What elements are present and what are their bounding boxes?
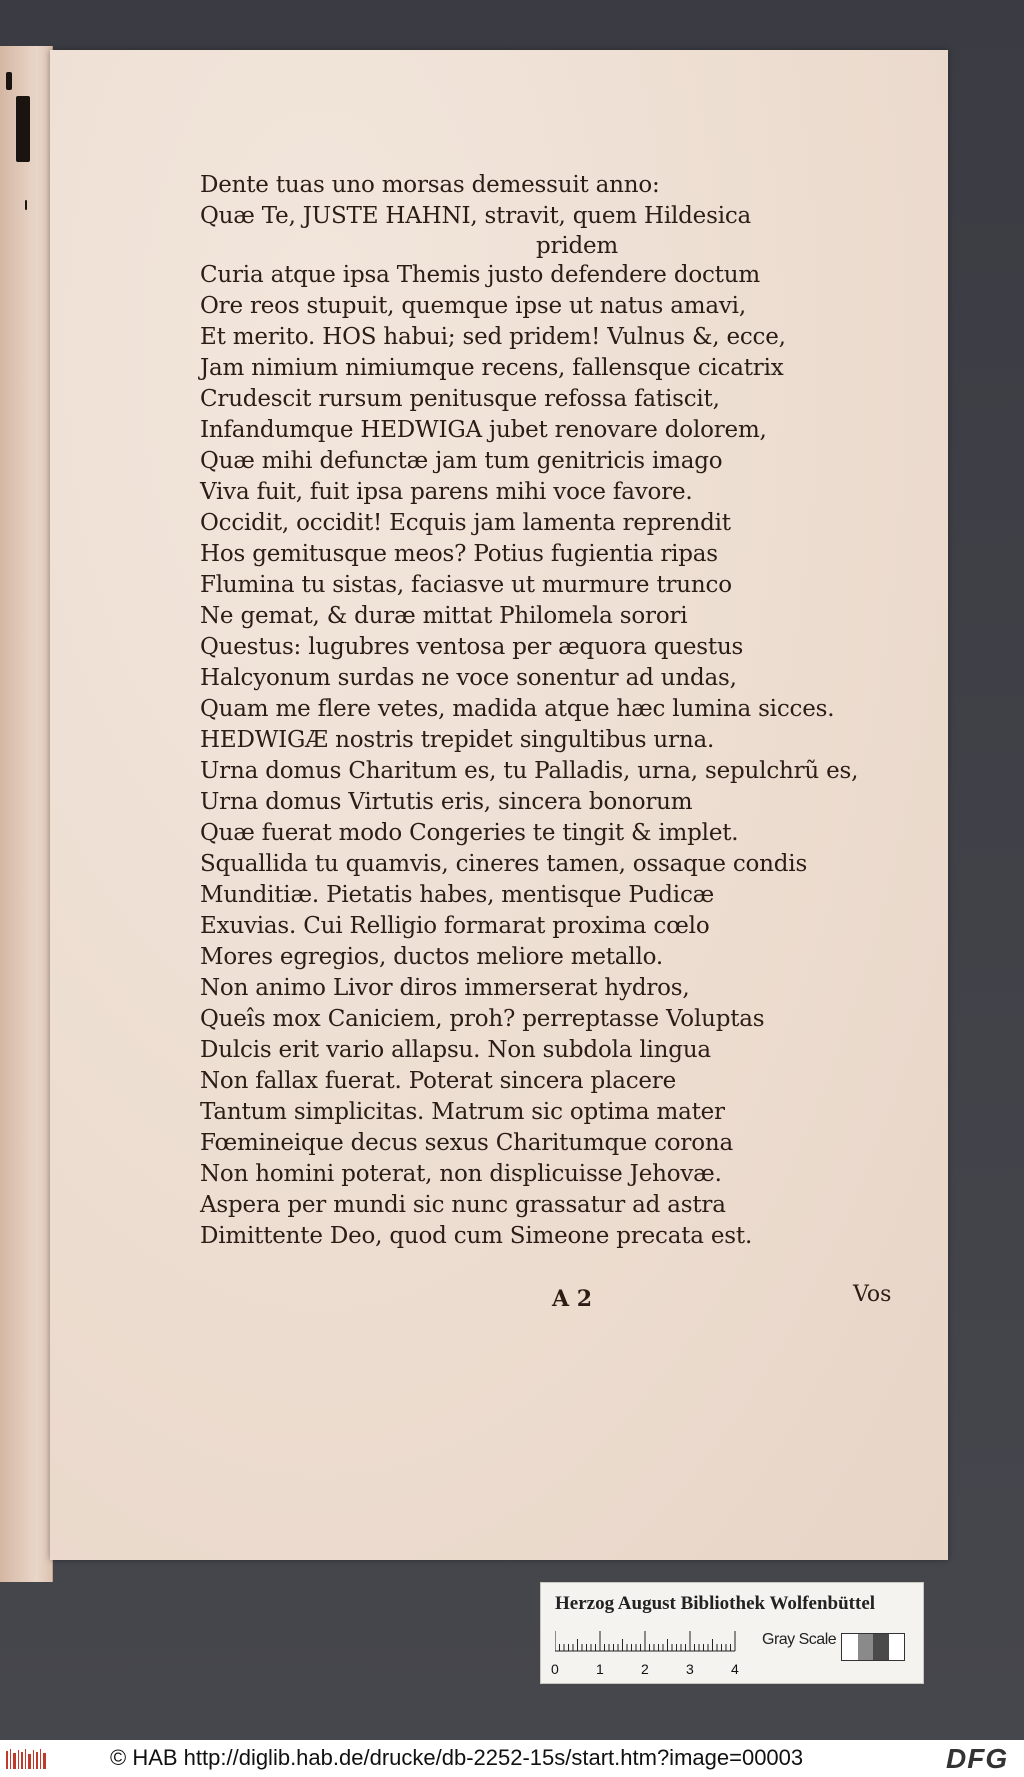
barcode-icon: [6, 1747, 48, 1771]
ruler-number: 2: [641, 1661, 649, 1677]
ruler-number: 3: [686, 1661, 694, 1677]
poem-line: Hos gemitusque meos? Potius fugientia ripas: [200, 541, 718, 567]
poem-line: Jam nimium nimiumque recens, fallensque cicatrix: [200, 355, 784, 381]
ruler-number: 4: [731, 1661, 739, 1677]
poem-line: Fœmineique decus sexus Charitumque corona: [200, 1130, 733, 1156]
grayscale-swatch: [873, 1634, 889, 1660]
poem-line: Crudescit rursum penitusque refossa fatiscit,: [200, 386, 720, 412]
poem-line: Dulcis erit vario allapsu. Non subdola lingua: [200, 1037, 711, 1063]
source-link[interactable]: © HAB http://diglib.hab.de/drucke/db-2252-15s/start.htm?image=00003: [110, 1745, 804, 1770]
poem-line: Mores egregios, ductos meliore metallo.: [200, 944, 663, 970]
poem-line: Viva fuit, fuit ipsa parens mihi voce favore.: [200, 479, 693, 505]
poem-line: Squallida tu quamvis, cineres tamen, ossaque condis: [200, 851, 808, 877]
poem-line: Halcyonum surdas ne voce sonentur ad undas,: [200, 665, 737, 691]
poem-line: HEDWIGÆ nostris trepidet singultibus urna.: [200, 727, 715, 753]
poem-line: Quam me flere vetes, madida atque hæc lumina sicces.: [200, 696, 835, 722]
poem-line: Non fallax fuerat. Poterat sincera placere: [200, 1068, 677, 1094]
library-color-card: [540, 1582, 924, 1684]
grayscale-swatch: [858, 1634, 874, 1660]
poem-line: Infandumque HEDWIGA jubet renovare dolorem,: [200, 417, 767, 443]
poem-line: Ore reos stupuit, quemque ipse ut natus amavi,: [200, 293, 746, 319]
poem-line: Munditiæ. Pietatis habes, mentisque Pudicæ: [200, 882, 715, 908]
poem-text: [200, 170, 859, 1252]
poem-line: Quæ mihi defunctæ jam tum genitricis imago: [200, 448, 723, 474]
poem-line: Tantum simplicitas. Matrum sic optima mater: [200, 1099, 725, 1125]
ruler-number: 1: [596, 1661, 604, 1677]
grayscale-label: Gray Scale: [762, 1631, 837, 1648]
poem-line: Non animo Livor diros immerserat hydros,: [200, 975, 690, 1001]
poem-line: Occidit, occidit! Ecquis jam lamenta reprendit: [200, 510, 731, 536]
library-name: Herzog August Bibliothek Wolfenbüttel: [555, 1593, 876, 1614]
poem-line: Dimittente Deo, quod cum Simeone precata est.: [200, 1223, 753, 1249]
poem-line: Exuvias. Cui Relligio formarat proxima cœlo: [200, 913, 710, 939]
poem-line: Questus: lugubres ventosa per æquora questus: [200, 634, 744, 660]
facing-page-edge: [0, 46, 53, 1582]
poem-line: pridem: [536, 233, 619, 259]
grayscale-swatch: [842, 1634, 858, 1660]
ruler-number: 0: [551, 1661, 559, 1677]
poem-line: Aspera per mundi sic nunc grassatur ad astra: [200, 1192, 726, 1218]
grayscale-swatch: [889, 1634, 905, 1660]
poem-line: Queîs mox Caniciem, proh? perreptasse Voluptas: [200, 1006, 765, 1032]
dfg-logo: DFG: [946, 1743, 1009, 1774]
poem-line: Quæ fuerat modo Congeries te tingit & implet.: [200, 820, 739, 846]
grayscale-strip: [841, 1633, 905, 1661]
poem-line: Curia atque ipsa Themis justo defendere doctum: [200, 262, 760, 288]
poem-line: Non homini poterat, non displicuisse Jehovæ.: [200, 1161, 722, 1187]
ruler-scale: [555, 1631, 779, 1653]
poem-line: Flumina tu sistas, faciasve ut murmure trunco: [200, 572, 732, 598]
poem-line: Urna domus Charitum es, tu Palladis, urna, sepulchrũ es,: [200, 758, 859, 784]
poem-line: Ne gemat, & duræ mittat Philomela sorori: [200, 603, 688, 629]
catchword: Vos: [853, 1282, 892, 1307]
footer-bar: [0, 1740, 1024, 1777]
poem-line: Urna domus Virtutis eris, sincera bonorum: [200, 789, 693, 815]
poem-line: Quæ Te, JUSTE HAHNI, stravit, quem Hildesica: [200, 203, 752, 229]
poem-line: Et merito. HOS habui; sed pridem! Vulnus &, ecce,: [200, 324, 786, 350]
folio-signature: A 2: [552, 1286, 593, 1312]
poem-line: Dente tuas uno morsas demessuit anno:: [200, 172, 660, 198]
